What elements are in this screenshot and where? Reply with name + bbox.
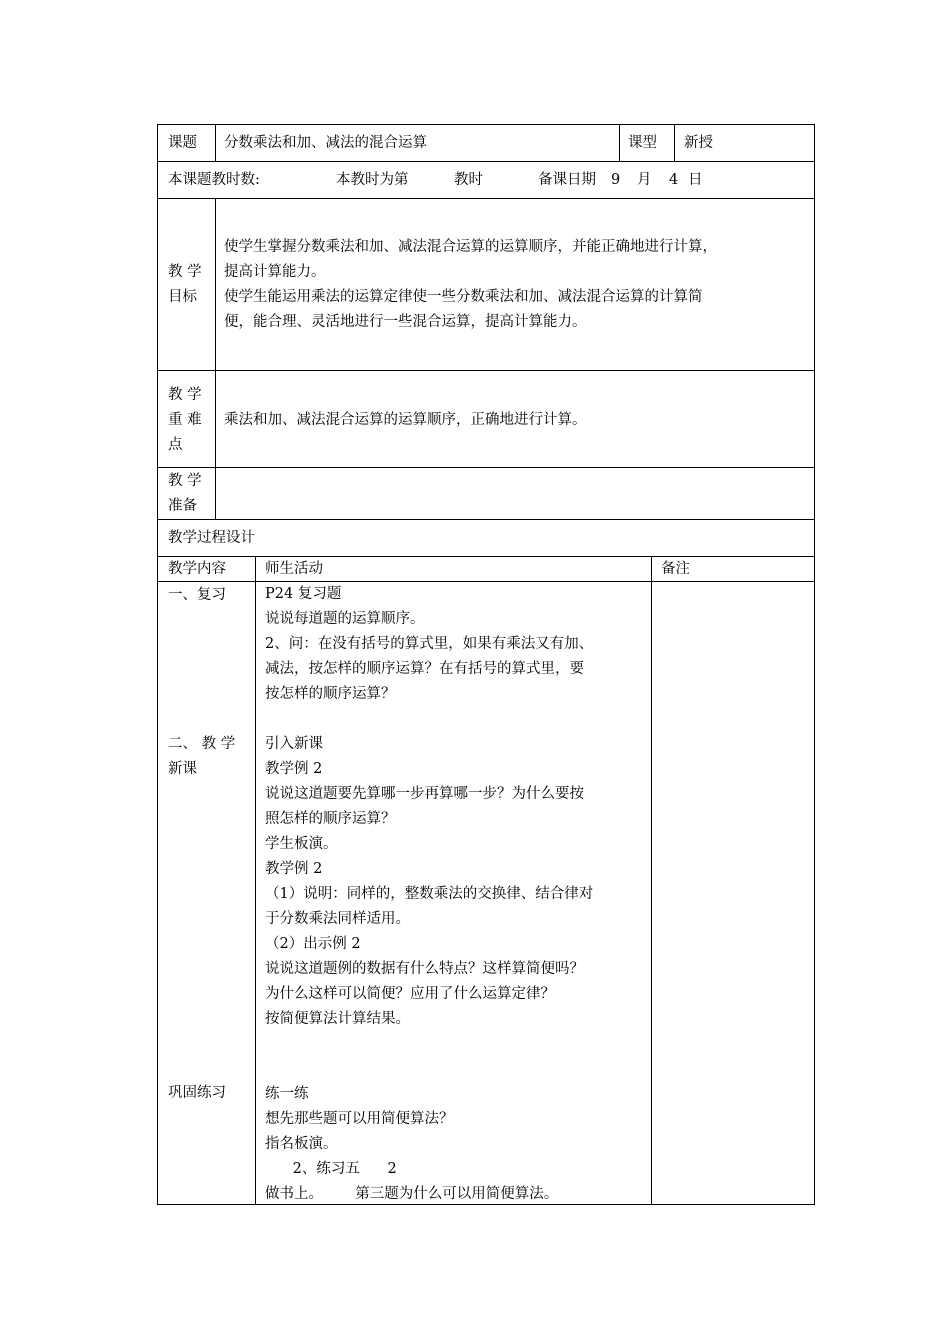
col-divider <box>215 198 216 519</box>
activity-line <box>265 1057 593 1082</box>
activity-text <box>265 582 593 1207</box>
topic-value: 分数乘法和加、减法的混合运算 <box>224 135 427 151</box>
col-divider <box>651 556 652 1205</box>
activity-line: （1）说明：同样的，整数乘法的交换律、结合律对 <box>265 886 594 902</box>
section-practice: 巩固练习 <box>168 1085 226 1101</box>
activity-line: 照怎样的顺序运算？ <box>265 811 396 827</box>
row-divider <box>157 519 815 520</box>
row-divider <box>157 161 815 162</box>
col-header-activity: 师生活动 <box>265 561 323 577</box>
col-header-notes: 备注 <box>661 561 690 577</box>
activity-line: 想先那些题可以用简便算法？ <box>265 1111 454 1127</box>
activity-line: 2、练习五 2 <box>265 1161 397 1177</box>
activity-line <box>265 1032 593 1057</box>
prep-date-day: 4 <box>669 172 679 188</box>
activity-line: 于分数乘法同样适用。 <box>265 911 410 927</box>
activity-line: （2）出示例 2 <box>265 936 361 952</box>
current-period-unit: 教时 <box>454 172 483 188</box>
prep-date-month-unit: 月 <box>637 172 652 188</box>
activity-line: 指名板演。 <box>265 1136 338 1152</box>
row-divider <box>157 370 815 371</box>
prep-date-day-unit: 日 <box>688 172 703 188</box>
activity-line: 减法，按怎样的顺序运算？在有括号的算式里，要 <box>265 661 584 677</box>
activity-line: 按怎样的顺序运算？ <box>265 686 396 702</box>
table-border-right <box>814 124 815 1205</box>
row-divider <box>157 467 815 468</box>
prep-date-month: 9 <box>611 172 621 188</box>
objectives-text: 使学生掌握分数乘法和加、减法混合运算的运算顺序，并能正确地进行计算， 提高计算能力。 使学生能运用乘法的运算定律使一些分数乘法和加、减法混合运算的计算简 便，能合理、灵活地进行一些混合运算，提高计算能力。 <box>224 239 717 330</box>
activity-line: 说说这道题要先算哪一步再算哪一步？为什么要按 <box>265 786 584 802</box>
prep-date-label: 备课日期 <box>538 172 596 188</box>
col-divider <box>255 556 256 1205</box>
type-value: 新授 <box>684 135 713 151</box>
key-points-label: 教 学 重 难 点 <box>168 387 202 453</box>
col-divider <box>674 124 675 161</box>
activity-line: 引入新课 <box>265 736 323 752</box>
activity-line: 练一练 <box>265 1086 309 1102</box>
type-label: 课型 <box>628 135 657 151</box>
activity-line: 说说每道题的运算顺序。 <box>265 611 425 627</box>
col-header-content: 教学内容 <box>168 561 226 577</box>
activity-line: 2、问：在没有括号的算式里，如果有乘法又有加、 <box>265 636 594 652</box>
col-divider <box>215 124 216 161</box>
process-title: 教学过程设计 <box>168 530 255 546</box>
activity-line: P24 复习题 <box>265 586 342 602</box>
activity-line <box>265 707 593 732</box>
activity-line: 说说这道题例的数据有什么特点？这样算简便吗？ <box>265 961 584 977</box>
activity-line: 为什么这样可以简便？应用了什么运算定律？ <box>265 986 555 1002</box>
row-divider <box>157 198 815 199</box>
key-points-text: 乘法和加、减法混合运算的运算顺序，正确地进行计算。 <box>224 412 587 428</box>
activity-line: 教学例 2 <box>265 761 323 777</box>
activity-line: 做书上。 第三题为什么可以用简便算法。 <box>265 1186 559 1202</box>
section-review: 一、复习 <box>168 587 226 603</box>
section-new-lesson: 二、 教 学 新课 <box>168 736 236 777</box>
table-border-top <box>157 124 815 125</box>
topic-label: 课题 <box>168 135 197 151</box>
objectives-label: 教 学 目标 <box>168 264 202 305</box>
total-periods-label: 本课题教时数: <box>168 172 260 188</box>
activity-line: 按简便算法计算结果。 <box>265 1011 410 1027</box>
col-divider <box>619 124 620 161</box>
current-period-label: 本教时为第 <box>336 172 409 188</box>
activity-line: 学生板演。 <box>265 836 338 852</box>
preparation-label: 教 学 准备 <box>168 473 202 514</box>
activity-line: 教学例 2 <box>265 861 323 877</box>
table-border-left <box>157 124 158 1205</box>
